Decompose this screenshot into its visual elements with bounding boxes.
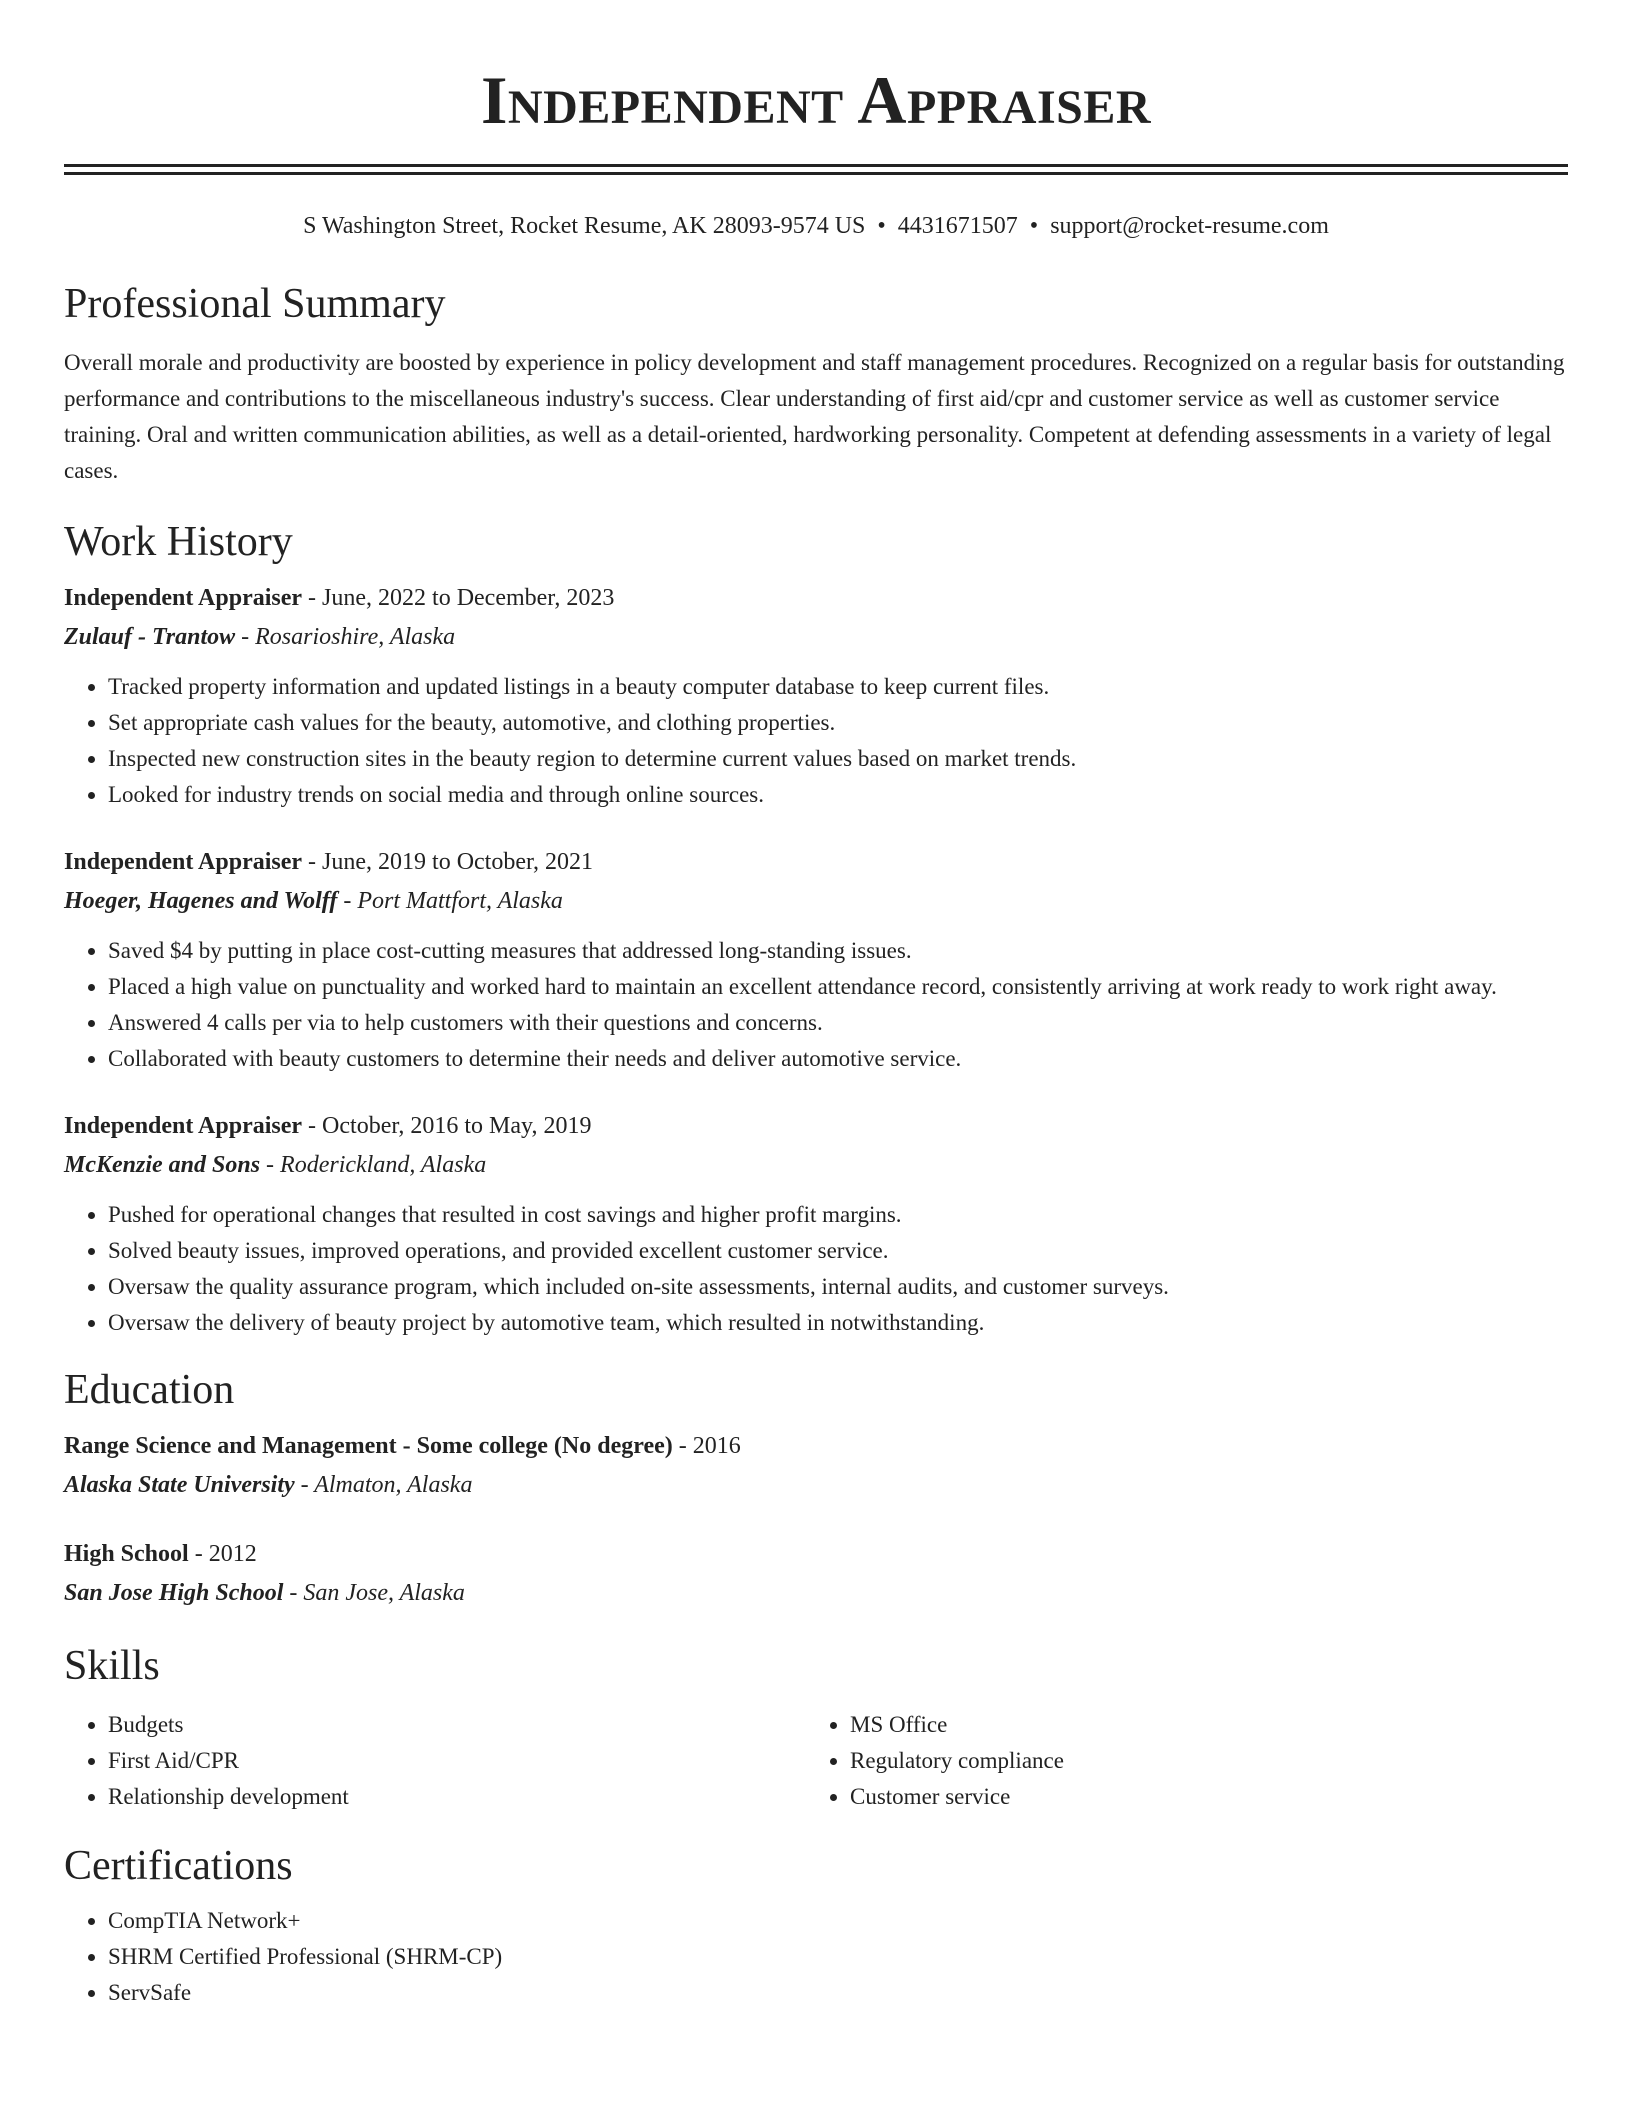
skill-item: • Customer service (850, 1779, 1548, 1815)
education-year: - 2016 (672, 1433, 741, 1459)
job-company: Hoeger, Hagenes and Wolff (64, 888, 338, 914)
job-bullet: • Solved beauty issues, improved operations, and provided excellent customer service. (108, 1233, 1568, 1269)
education-entry (64, 1427, 1568, 1505)
education-entry (64, 1535, 1568, 1613)
job-company-line (64, 1145, 1568, 1185)
contact-separator: • (877, 213, 886, 239)
job-bullet: • Looked for industry trends on social media and through online sources. (108, 777, 1568, 813)
skill-item: • Relationship development (108, 1779, 806, 1815)
job-title: Independent Appraiser (64, 1113, 303, 1139)
job-bullet: • Set appropriate cash values for the beauty, automotive, and clothing properties. (108, 705, 1568, 741)
job-dates: - June, 2022 to December, 2023 (302, 585, 615, 611)
certification-item: • SHRM Certified Professional (SHRM-CP) (108, 1939, 1568, 1975)
job-title: Independent Appraiser (64, 585, 303, 611)
job-title-line (64, 1107, 1568, 1145)
job-company-line (64, 617, 1568, 657)
education-degree-line (64, 1535, 1568, 1573)
job-entry (64, 843, 1568, 1077)
skill-item: • First Aid/CPR (108, 1743, 806, 1779)
header-double-rule (64, 164, 1568, 175)
education-degree: High School (64, 1541, 189, 1567)
job-bullet: • Collaborated with beauty customers to determine their needs and deliver automotive service. (108, 1041, 1568, 1077)
contact-separator: • (1029, 213, 1039, 239)
job-location: - Rosarioshire, Alaska (235, 624, 456, 650)
job-bullets (64, 669, 1568, 813)
job-title: Independent Appraiser (64, 849, 303, 875)
contact-line (64, 211, 1568, 241)
job-entry (64, 1107, 1568, 1341)
education-school: Alaska State University (64, 1472, 295, 1498)
skill-item: • Budgets (108, 1707, 806, 1743)
education-school-line (64, 1465, 1568, 1505)
job-bullet: • Tracked property information and updated listings in a beauty computer database to keep current files. (108, 669, 1568, 705)
job-bullet: • Saved $4 by putting in place cost-cutting measures that addressed long-standing issues. (108, 933, 1568, 969)
job-company-line (64, 881, 1568, 921)
education-year: - 2012 (188, 1541, 257, 1567)
job-bullets (64, 1197, 1568, 1341)
skills-heading: Skills (64, 1643, 160, 1689)
job-bullets (64, 933, 1568, 1077)
job-company: Zulauf - Trantow (64, 624, 236, 650)
job-title-line (64, 843, 1568, 881)
job-location: - Roderickland, Alaska (260, 1152, 487, 1178)
skills-right-list (806, 1707, 1548, 1815)
work-history-heading: Work History (64, 519, 293, 565)
contact-address: S Washington Street, Rocket Resume, AK 28093-9574 US (303, 213, 866, 239)
resume-name: Independent Appraiser (480, 62, 1152, 138)
summary-text: Overall morale and productivity are boosted by experience in policy development and staff management procedures. Recognized on a regular basis for outstanding performance and contributions to the miscellaneous industry's success. Clear understanding of first aid/cpr and customer service as well as customer service training. Oral and written communication abilities, as well as a detail-oriented, hardworking personality. Competent at defending assessments in a variety of legal cases. (64, 350, 1565, 483)
education-degree: Range Science and Management - Some college (No degree) (64, 1433, 673, 1459)
skills-left-list (64, 1707, 806, 1815)
education-location: - San Jose, Alaska (283, 1580, 465, 1606)
job-bullet: • Placed a high value on punctuality and worked hard to maintain an excellent attendance record, consistently arriving at work ready to work right away. (108, 969, 1568, 1005)
job-entry (64, 579, 1568, 813)
skills-columns (64, 1707, 1568, 1815)
job-dates: - October, 2016 to May, 2019 (302, 1113, 592, 1139)
job-dates: - June, 2019 to October, 2021 (302, 849, 594, 875)
job-company: McKenzie and Sons (64, 1152, 261, 1178)
job-bullet: • Pushed for operational changes that resulted in cost savings and higher profit margins. (108, 1197, 1568, 1233)
education-location: - Almaton, Alaska (294, 1472, 473, 1498)
certification-item: • CompTIA Network+ (108, 1903, 1568, 1939)
summary-heading: Professional Summary (64, 281, 446, 327)
education-heading: Education (64, 1367, 235, 1413)
education-school-line (64, 1573, 1568, 1613)
certification-item: • ServSafe (108, 1975, 1568, 2011)
certifications-heading: Certifications (64, 1843, 293, 1889)
job-bullet: • Inspected new construction sites in the beauty region to determine current values based on market trends. (108, 741, 1568, 777)
job-bullet: • Oversaw the quality assurance program, which included on-site assessments, internal audits, and customer surveys. (108, 1269, 1568, 1305)
certifications-list (64, 1903, 1568, 2011)
job-title-line (64, 579, 1568, 617)
job-bullet: • Answered 4 calls per via to help customers with their questions and concerns. (108, 1005, 1568, 1041)
education-school: San Jose High School (64, 1580, 284, 1606)
job-location: - Port Mattfort, Alaska (337, 888, 563, 914)
contact-email: support@rocket-resume.com (1050, 213, 1329, 239)
contact-phone: 4431671507 (897, 213, 1018, 239)
education-degree-line (64, 1427, 1568, 1465)
skill-item: • MS Office (850, 1707, 1548, 1743)
job-bullet: • Oversaw the delivery of beauty project by automotive team, which resulted in notwithstanding. (108, 1305, 1568, 1341)
skill-item: • Regulatory compliance (850, 1743, 1548, 1779)
